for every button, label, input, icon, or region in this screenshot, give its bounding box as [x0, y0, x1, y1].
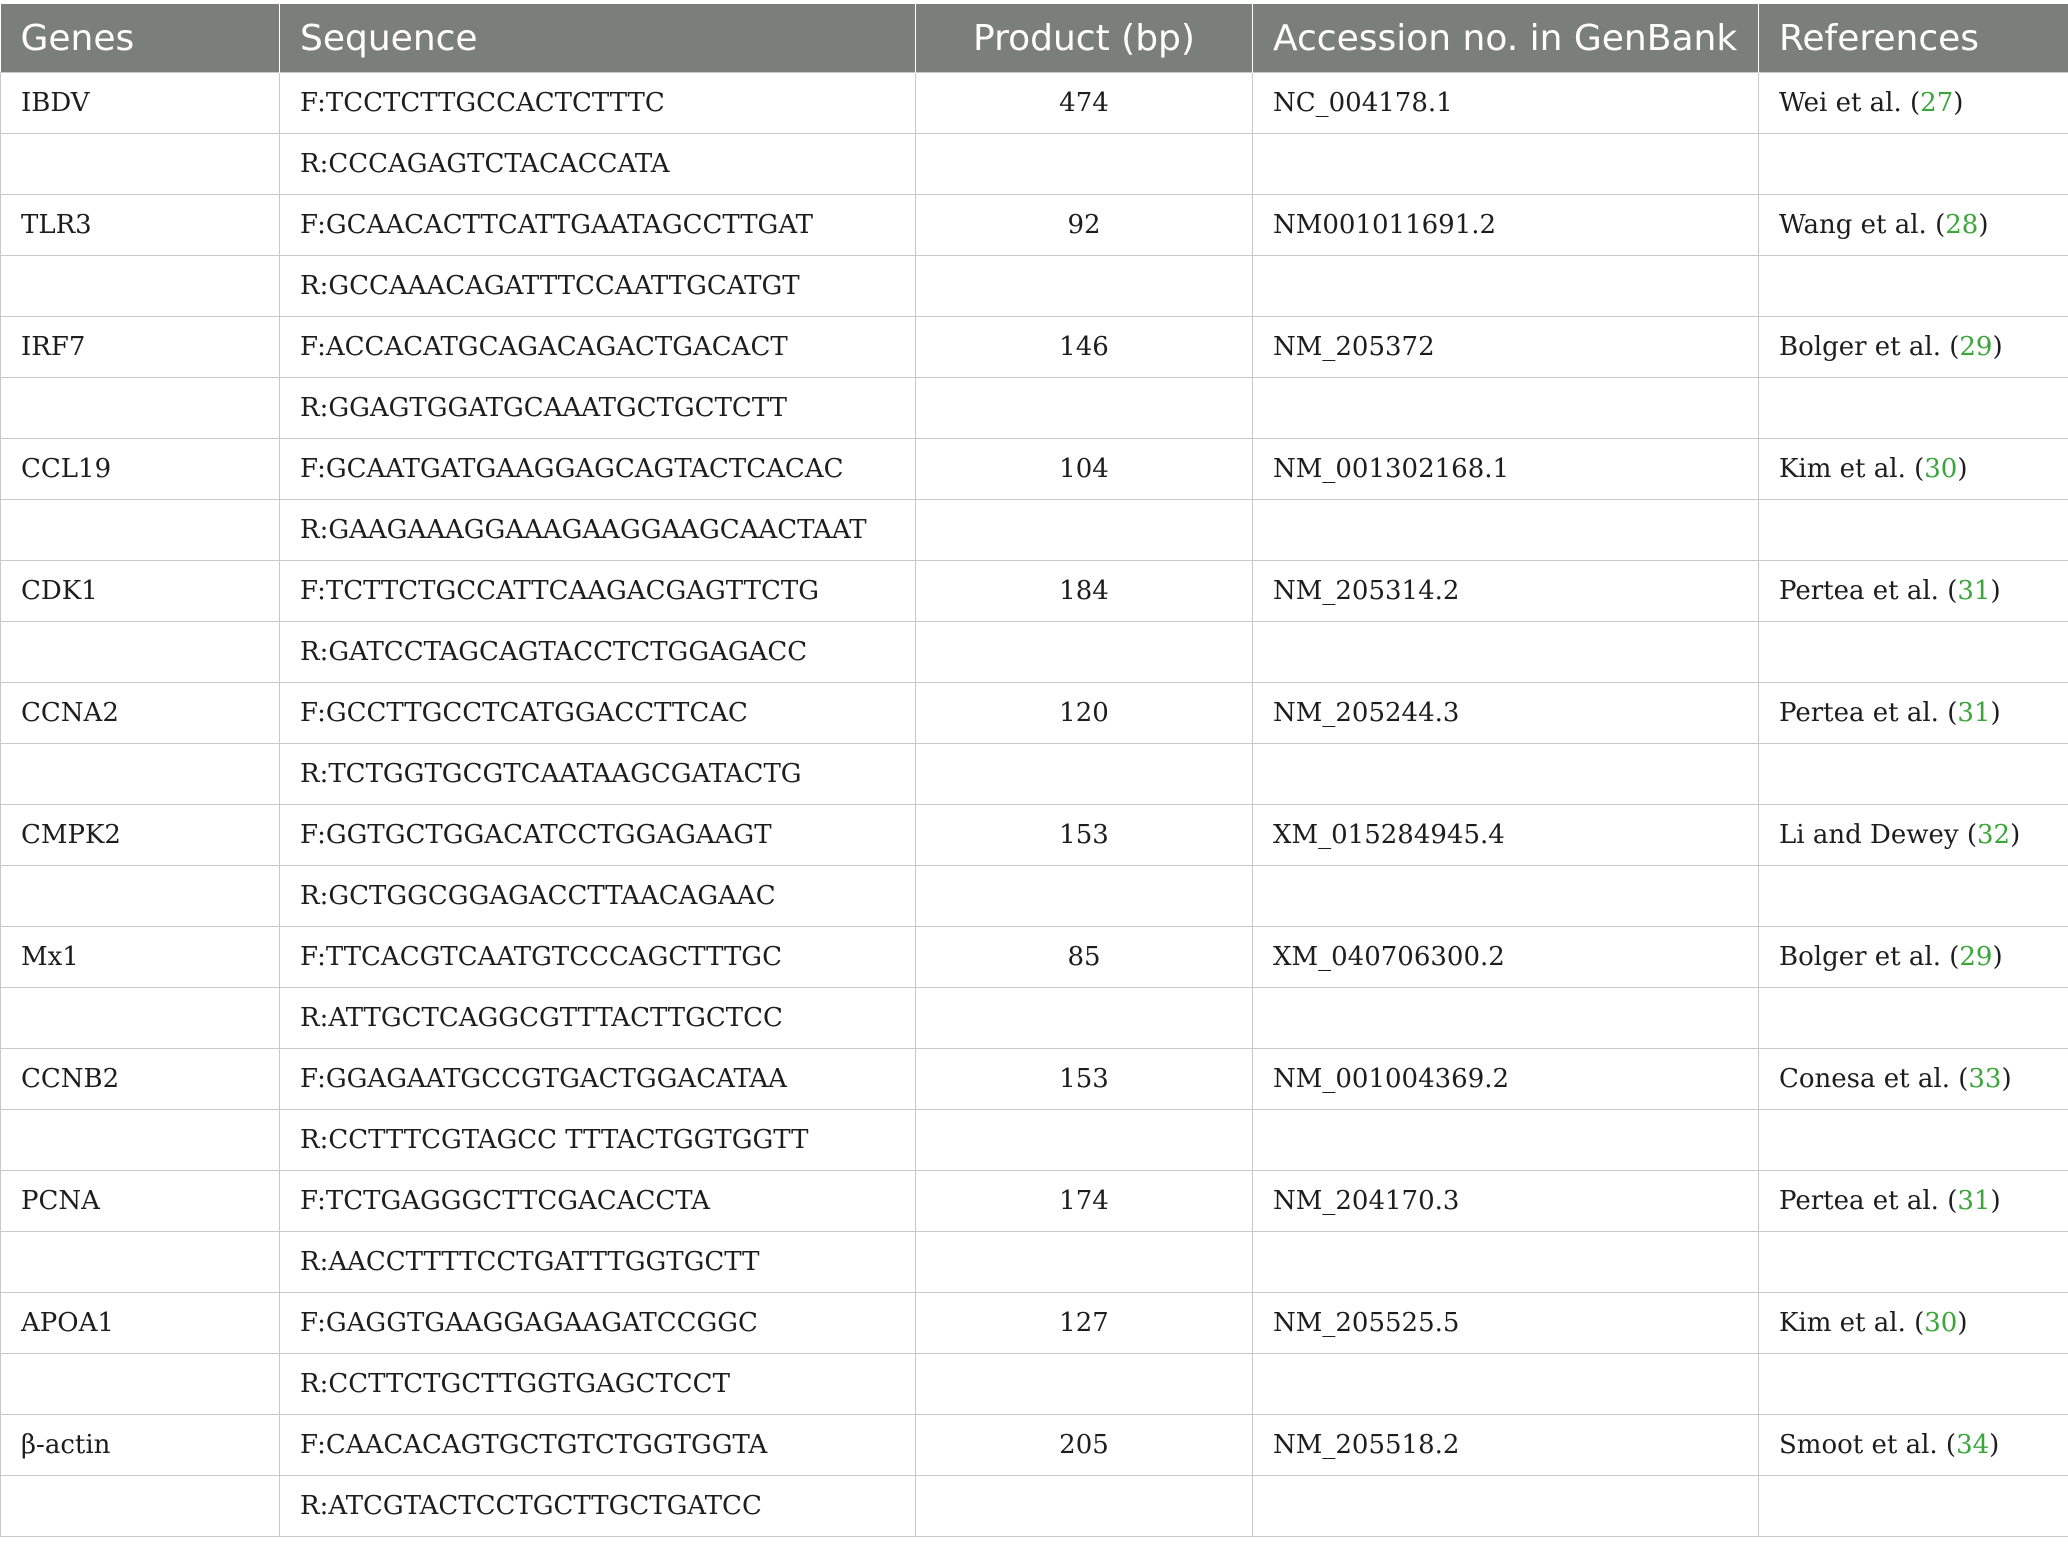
reference-link[interactable]: 29 — [1959, 942, 1993, 972]
reverse-primer-cell: R:GATCCTAGCAGTACCTCTGGAGACC — [280, 622, 916, 683]
forward-primer-cell: F:GCCTTGCCTCATGGACCTTCAC — [280, 683, 916, 744]
accession-cell: NM_001302168.1 — [1253, 439, 1759, 500]
reverse-primer-cell: R:GGAGTGGATGCAAATGCTGCTCTT — [280, 378, 916, 439]
table-row — [1, 1354, 2068, 1415]
empty-cell — [1, 1232, 280, 1293]
reference-link[interactable]: 29 — [1959, 332, 1993, 362]
reference-close: ) — [2010, 820, 2021, 850]
reference-close: ) — [1990, 698, 2001, 728]
gene-cell: CDK1 — [1, 561, 280, 622]
table-row — [1, 561, 2068, 622]
reference-cell — [1759, 1049, 2068, 1110]
reference-link[interactable]: 31 — [1957, 1186, 1991, 1216]
header-sequence: Sequence — [280, 4, 916, 73]
reference-cell — [1759, 73, 2068, 134]
accession-cell: NM001011691.2 — [1253, 195, 1759, 256]
empty-cell — [1253, 988, 1759, 1049]
empty-cell — [1, 378, 280, 439]
reverse-primer-cell: R:ATCGTACTCCTGCTTGCTGATCC — [280, 1476, 916, 1537]
product-cell: 174 — [916, 1171, 1253, 1232]
reference-link[interactable]: 33 — [1968, 1064, 2002, 1094]
table-row — [1, 805, 2068, 866]
product-cell: 146 — [916, 317, 1253, 378]
empty-cell — [1, 622, 280, 683]
table-row — [1, 744, 2068, 805]
empty-cell — [1759, 988, 2068, 1049]
forward-primer-cell: F:GCAATGATGAAGGAGCAGTACTCACAC — [280, 439, 916, 500]
reverse-primer-cell: R:GCTGGCGGAGACCTTAACAGAAC — [280, 866, 916, 927]
reference-link[interactable]: 31 — [1957, 698, 1991, 728]
reference-close: ) — [2001, 1064, 2012, 1094]
table-row — [1, 866, 2068, 927]
table-row — [1, 73, 2068, 134]
reverse-primer-cell: R:GAAGAAAGGAAAGAAGGAAGCAACTAAT — [280, 500, 916, 561]
reference-cell — [1759, 927, 2068, 988]
empty-cell — [1253, 866, 1759, 927]
product-cell: 92 — [916, 195, 1253, 256]
reverse-primer-cell: R:CCCAGAGTCTACACCATA — [280, 134, 916, 195]
empty-cell — [1253, 622, 1759, 683]
empty-cell — [1759, 378, 2068, 439]
reference-cell — [1759, 1171, 2068, 1232]
gene-cell: CCL19 — [1, 439, 280, 500]
empty-cell — [916, 1232, 1253, 1293]
forward-primer-cell: F:ACCACATGCAGACAGACTGACACT — [280, 317, 916, 378]
table-row — [1, 622, 2068, 683]
gene-cell: Mx1 — [1, 927, 280, 988]
product-cell: 205 — [916, 1415, 1253, 1476]
table-row — [1, 439, 2068, 500]
reference-link[interactable]: 32 — [1976, 820, 2011, 850]
reference-author: Pertea et al. ( — [1779, 698, 1958, 728]
reference-author: Bolger et al. ( — [1779, 942, 1960, 972]
empty-cell — [1, 1476, 280, 1537]
table-row — [1, 1415, 2068, 1476]
accession-cell: NM_205372 — [1253, 317, 1759, 378]
accession-cell: NM_205244.3 — [1253, 683, 1759, 744]
product-cell: 104 — [916, 439, 1253, 500]
product-cell: 120 — [916, 683, 1253, 744]
reference-cell — [1759, 683, 2068, 744]
gene-cell: IBDV — [1, 73, 280, 134]
empty-cell — [1759, 256, 2068, 317]
reference-author: Smoot et al. ( — [1779, 1430, 1957, 1460]
reference-cell — [1759, 561, 2068, 622]
product-cell: 474 — [916, 73, 1253, 134]
reference-close: ) — [1953, 88, 1964, 118]
gene-cell: CCNA2 — [1, 683, 280, 744]
header-references: References — [1759, 4, 2068, 73]
primer-table — [0, 4, 2068, 1537]
accession-cell: XM_015284945.4 — [1253, 805, 1759, 866]
reference-close: ) — [1989, 1430, 2000, 1460]
reference-close: ) — [1992, 332, 2003, 362]
empty-cell — [1759, 1354, 2068, 1415]
empty-cell — [916, 988, 1253, 1049]
product-cell: 127 — [916, 1293, 1253, 1354]
table-row — [1, 1049, 2068, 1110]
empty-cell — [916, 134, 1253, 195]
empty-cell — [1253, 744, 1759, 805]
table-row — [1, 988, 2068, 1049]
header-accession: Accession no. in GenBank — [1253, 4, 1759, 73]
product-cell: 85 — [916, 927, 1253, 988]
gene-cell: APOA1 — [1, 1293, 280, 1354]
reference-author: Pertea et al. ( — [1779, 1186, 1958, 1216]
reference-cell — [1759, 1293, 2068, 1354]
reference-author: Pertea et al. ( — [1779, 576, 1958, 606]
reference-link[interactable]: 34 — [1956, 1430, 1990, 1460]
empty-cell — [1253, 1476, 1759, 1537]
accession-cell: XM_040706300.2 — [1253, 927, 1759, 988]
reference-cell — [1759, 1415, 2068, 1476]
empty-cell — [1, 866, 280, 927]
table-row — [1, 683, 2068, 744]
reference-close: ) — [1990, 576, 2001, 606]
table-row — [1, 256, 2068, 317]
empty-cell — [1, 1110, 280, 1171]
table-row — [1, 1232, 2068, 1293]
empty-cell — [1759, 744, 2068, 805]
reference-author: Bolger et al. ( — [1779, 332, 1960, 362]
reference-close: ) — [1978, 210, 1989, 240]
table-row — [1, 195, 2068, 256]
product-cell: 153 — [916, 1049, 1253, 1110]
table-row — [1, 378, 2068, 439]
reference-author: Wei et al. ( — [1779, 88, 1921, 118]
empty-cell — [916, 744, 1253, 805]
empty-cell — [1253, 378, 1759, 439]
gene-cell: CMPK2 — [1, 805, 280, 866]
reverse-primer-cell: R:AACCTTTTCCTGATTTGGTGCTT — [280, 1232, 916, 1293]
empty-cell — [1759, 1232, 2068, 1293]
reference-link[interactable]: 30 — [1924, 454, 1958, 484]
table-row — [1, 1293, 2068, 1354]
empty-cell — [916, 622, 1253, 683]
forward-primer-cell: F:TCCTCTTGCCACTCTTTC — [280, 73, 916, 134]
accession-cell: NM_204170.3 — [1253, 1171, 1759, 1232]
reverse-primer-cell: R:ATTGCTCAGGCGTTTACTTGCTCC — [280, 988, 916, 1049]
empty-cell — [916, 1476, 1253, 1537]
accession-cell: NM_205314.2 — [1253, 561, 1759, 622]
table-body — [1, 73, 2068, 1537]
forward-primer-cell: F:CAACACAGTGCTGTCTGGTGGTA — [280, 1415, 916, 1476]
accession-cell: NM_205518.2 — [1253, 1415, 1759, 1476]
table-row — [1, 1476, 2068, 1537]
empty-cell — [1253, 1232, 1759, 1293]
empty-cell — [1253, 1110, 1759, 1171]
reference-author: Kim et al. ( — [1779, 454, 1925, 484]
gene-cell: β-actin — [1, 1415, 280, 1476]
header-genes: Genes — [1, 4, 280, 73]
reverse-primer-cell: R:CCTTTCGTAGCC TTTACTGGTGGTT — [280, 1110, 916, 1171]
gene-cell: IRF7 — [1, 317, 280, 378]
reference-link[interactable]: 30 — [1924, 1308, 1958, 1338]
empty-cell — [1759, 1110, 2068, 1171]
forward-primer-cell: F:TTCACGTCAATGTCCCAGCTTTGC — [280, 927, 916, 988]
table-row — [1, 927, 2068, 988]
empty-cell — [1759, 866, 2068, 927]
empty-cell — [1, 500, 280, 561]
reference-cell — [1759, 805, 2068, 866]
reference-author: Wang et al. ( — [1779, 210, 1946, 240]
forward-primer-cell: F:GGAGAATGCCGTGACTGGACATAA — [280, 1049, 916, 1110]
gene-cell: TLR3 — [1, 195, 280, 256]
empty-cell — [1253, 134, 1759, 195]
reference-cell — [1759, 195, 2068, 256]
empty-cell — [1759, 134, 2068, 195]
reference-close: ) — [1957, 454, 1968, 484]
empty-cell — [916, 256, 1253, 317]
empty-cell — [1759, 622, 2068, 683]
empty-cell — [916, 378, 1253, 439]
product-cell: 153 — [916, 805, 1253, 866]
reference-author: Kim et al. ( — [1779, 1308, 1925, 1338]
empty-cell — [916, 1354, 1253, 1415]
reference-link[interactable]: 28 — [1945, 210, 1979, 240]
gene-cell: CCNB2 — [1, 1049, 280, 1110]
accession-cell: NM_205525.5 — [1253, 1293, 1759, 1354]
forward-primer-cell: F:TCTTCTGCCATTCAAGACGAGTTCTG — [280, 561, 916, 622]
reference-close: ) — [1992, 942, 2003, 972]
product-cell: 184 — [916, 561, 1253, 622]
empty-cell — [1253, 1354, 1759, 1415]
accession-cell: NC_004178.1 — [1253, 73, 1759, 134]
forward-primer-cell: F:GCAACACTTCATTGAATAGCCTTGAT — [280, 195, 916, 256]
table-row — [1, 134, 2068, 195]
forward-primer-cell: F:GGTGCTGGACATCCTGGAGAAGT — [280, 805, 916, 866]
reference-link[interactable]: 27 — [1920, 88, 1954, 118]
table-row — [1, 500, 2068, 561]
empty-cell — [916, 866, 1253, 927]
empty-cell — [1, 744, 280, 805]
empty-cell — [1, 1354, 280, 1415]
reverse-primer-cell: R:GCCAAACAGATTTCCAATTGCATGT — [280, 256, 916, 317]
table-row — [1, 317, 2068, 378]
forward-primer-cell: F:TCTGAGGGCTTCGACACCTA — [280, 1171, 916, 1232]
empty-cell — [1759, 1476, 2068, 1537]
empty-cell — [1253, 500, 1759, 561]
empty-cell — [1, 988, 280, 1049]
reverse-primer-cell: R:TCTGGTGCGTCAATAAGCGATACTG — [280, 744, 916, 805]
gene-cell: PCNA — [1, 1171, 280, 1232]
header-product: Product (bp) — [916, 4, 1253, 73]
table-row — [1, 1110, 2068, 1171]
reference-close: ) — [1957, 1308, 1968, 1338]
header-row — [1, 4, 2068, 73]
empty-cell — [1759, 500, 2068, 561]
table-header — [1, 4, 2068, 73]
empty-cell — [1, 134, 280, 195]
empty-cell — [1, 256, 280, 317]
reference-link[interactable]: 31 — [1957, 576, 1991, 606]
accession-cell: NM_001004369.2 — [1253, 1049, 1759, 1110]
forward-primer-cell: F:GAGGTGAAGGAGAAGATCCGGC — [280, 1293, 916, 1354]
reference-close: ) — [1990, 1186, 2001, 1216]
reference-author: Li and Dewey ( — [1779, 820, 1977, 850]
empty-cell — [1253, 256, 1759, 317]
reverse-primer-cell: R:CCTTCTGCTTGGTGAGCTCCT — [280, 1354, 916, 1415]
table-row — [1, 1171, 2068, 1232]
reference-author: Conesa et al. ( — [1779, 1064, 1969, 1094]
empty-cell — [916, 1110, 1253, 1171]
reference-cell — [1759, 439, 2068, 500]
empty-cell — [916, 500, 1253, 561]
reference-cell — [1759, 317, 2068, 378]
